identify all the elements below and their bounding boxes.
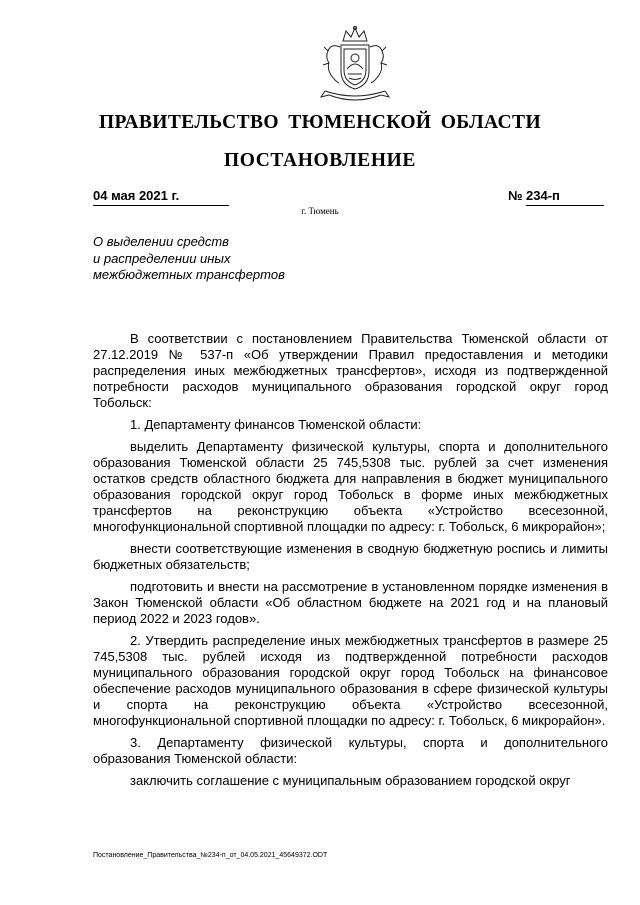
document-type: ПОСТАНОВЛЕНИЕ bbox=[223, 150, 417, 171]
number-label: № bbox=[508, 188, 523, 203]
body-paragraph: выделить Департаменту физической культуры, спорта и дополнительного образования Тюменской области 25 745,5308 тыс. рублей за счет изменения остатков средств областного бюджета для направления в бюджет муниципального образования городской округ город Тобольск в форме иных межбюджетных трансфертов на реконструкцию объекта «Устройство всесезонной, многофункциональной спортивной площадки по адресу: г. Тобольск, 6 микрорайон»; bbox=[93, 439, 608, 534]
body-paragraph: внести соответствующие изменения в сводную бюджетную роспись и лимиты бюджетных обязательств; bbox=[93, 541, 608, 572]
body-paragraph: заключить соглашение с муниципальным образованием городской округ bbox=[130, 773, 571, 788]
body-paragraph: 1. Департаменту финансов Тюменской области: bbox=[130, 417, 422, 432]
body-paragraph: В соответствии с постановлением Правительства Тюменской области от 27.12.2019 № 537-п «Об утверждении Правил предоставления и методики распределения иных межбюджетных трансфертов», исходя из подтвержденной потребности расходов муниципального образования городской округ город Тобольск: bbox=[93, 331, 608, 410]
subject-line: межбюджетных трансфертов bbox=[93, 267, 285, 282]
subject-line: О выделении средств bbox=[93, 234, 229, 249]
document-subject bbox=[93, 234, 285, 284]
body-paragraph: 3. Департаменту физической культуры, спорта и дополнительного образования Тюменской области: bbox=[93, 735, 608, 766]
coat-of-arms-icon bbox=[313, 25, 397, 105]
city-label: г. Тюмень bbox=[301, 206, 339, 216]
document-number: 234-п bbox=[526, 188, 604, 206]
document-date: 04 мая 2021 г. bbox=[93, 188, 229, 206]
body-paragraph: подготовить и внести на рассмотрение в установленном порядке изменения в Закон Тюменской области «Об областном бюджете на 2021 год и на плановый период 2022 и 2023 годов». bbox=[93, 579, 608, 626]
body-paragraph: 2. Утвердить распределение иных межбюджетных трансфертов в размере 25 745,5308 тыс. рублей исходя из подтвержденной потребности расходов муниципального образования городской округ город Тобольск на финансовое обеспечение расходов муниципального образования в сфере физической культуры и спорта на реконструкцию объекта «Устройство всесезонной, многофункциональной спортивной площадки по адресу: г. Тобольск, 6 микрорайон». bbox=[93, 633, 608, 728]
subject-line: и распределении иных bbox=[93, 250, 231, 266]
document-body bbox=[93, 331, 608, 795]
footer-filename: Постановление_Правительства_№234-п_от_04.05.2021_45649372.ODT bbox=[93, 852, 328, 859]
government-title: ПРАВИТЕЛЬСТВО ТЮМЕНСКОЙ ОБЛАСТИ bbox=[98, 112, 542, 133]
